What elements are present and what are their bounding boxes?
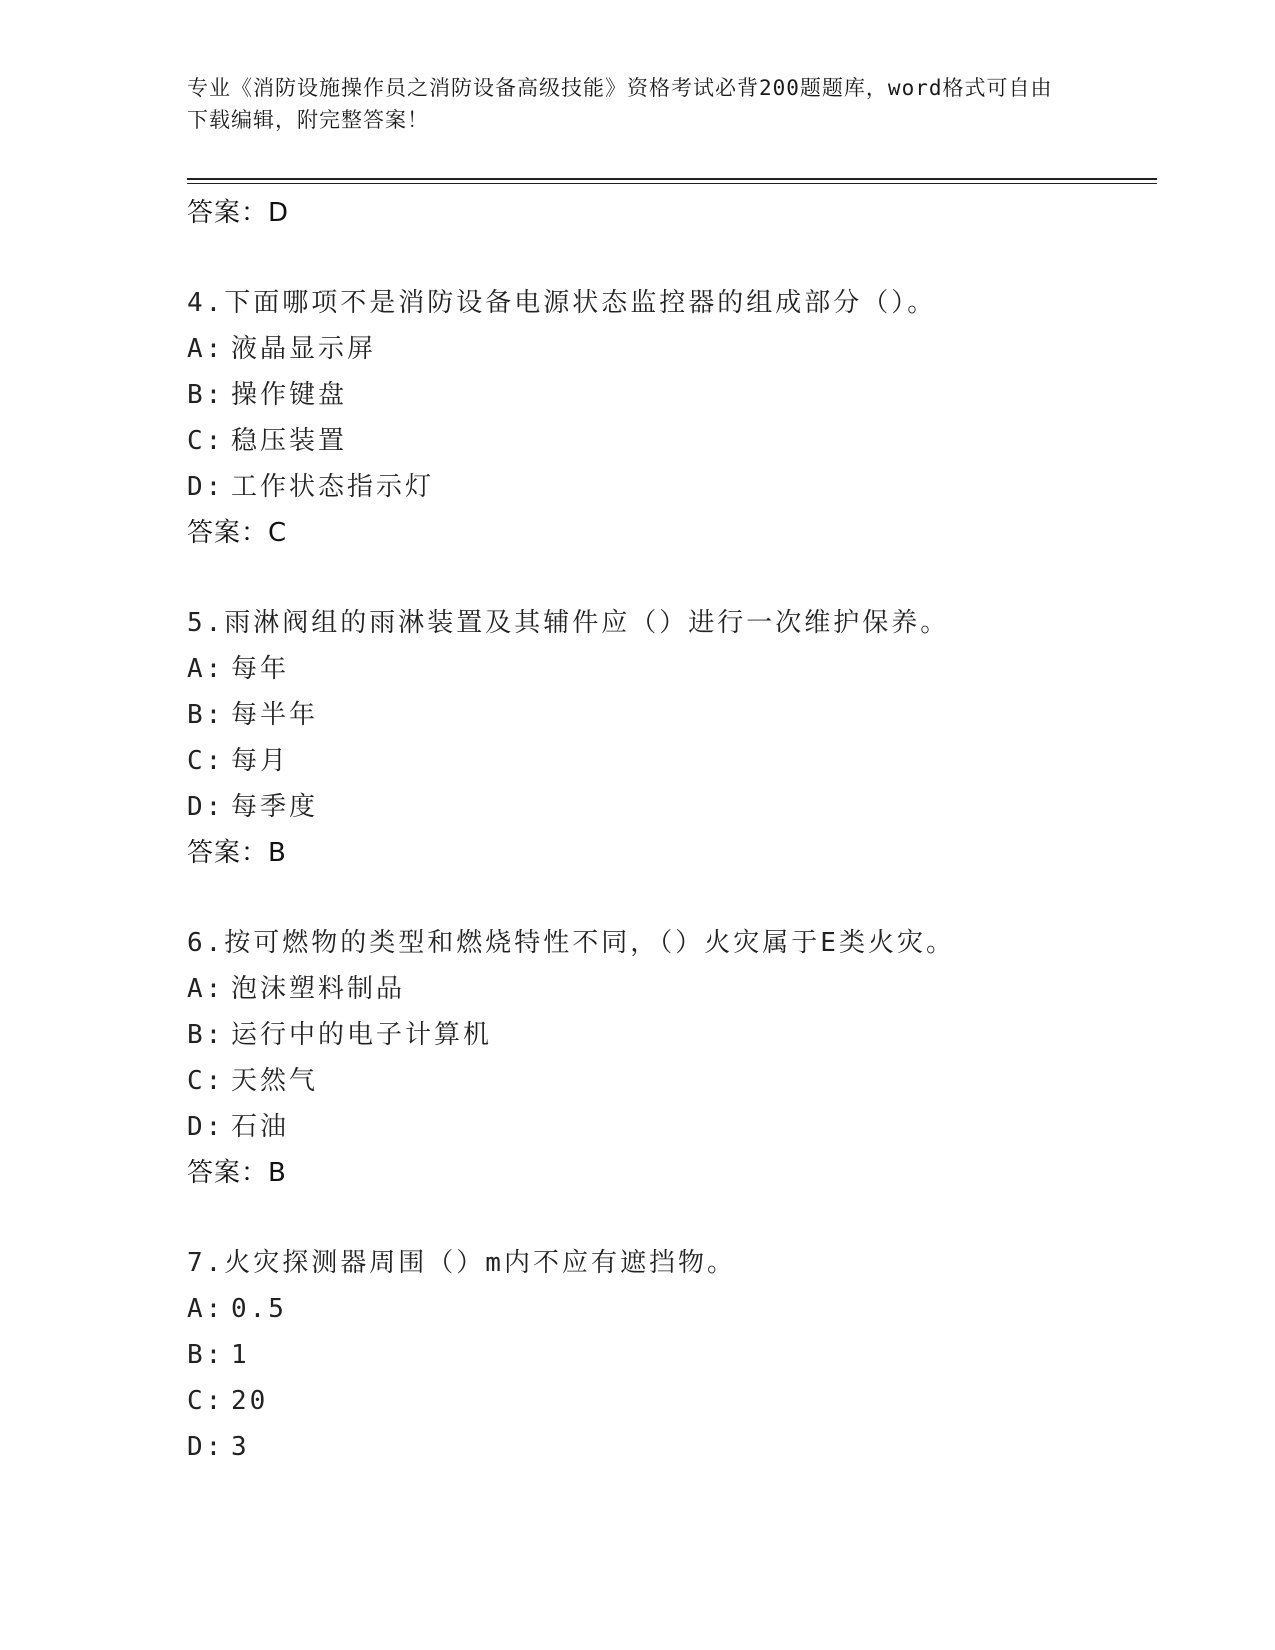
option-text: 3 <box>231 1432 250 1462</box>
question-5 <box>187 600 1147 876</box>
question-stem: 6.按可燃物的类型和燃烧特性不同，（）火灾属于E类火灾。 <box>187 928 955 958</box>
option-key: A: <box>187 334 225 364</box>
option-text: 每月 <box>231 746 290 776</box>
option-key: A: <box>187 654 225 684</box>
option-text: 运行中的电子计算机 <box>231 1020 493 1050</box>
question-7 <box>187 1240 1147 1470</box>
option-text: 液晶显示屏 <box>231 334 377 364</box>
option-text: 石油 <box>231 1112 290 1142</box>
option-text: 20 <box>231 1386 269 1416</box>
option-text: 泡沫塑料制品 <box>231 974 406 1004</box>
question-stem: 4.下面哪项不是消防设备电源状态监控器的组成部分（）。 <box>187 288 937 318</box>
question-stem: 5.雨淋阀组的雨淋装置及其辅件应（）进行一次维护保养。 <box>187 608 950 638</box>
option-key: D: <box>187 1432 225 1462</box>
previous-answer: 答案：D <box>187 198 290 228</box>
option-key: A: <box>187 974 225 1004</box>
option-key: A: <box>187 1294 225 1324</box>
option-text: 操作键盘 <box>231 380 348 410</box>
option-c <box>187 1378 1147 1424</box>
option-text: 工作状态指示灯 <box>231 472 435 502</box>
question-6 <box>187 920 1147 1196</box>
option-b <box>187 1332 1147 1378</box>
option-text: 天然气 <box>231 1066 319 1096</box>
option-text: 每季度 <box>231 792 319 822</box>
option-key: D: <box>187 792 225 822</box>
option-c <box>187 738 1147 784</box>
page-header: 专业《消防设施操作员之消防设备高级技能》资格考试必背200题题库，word格式可自由下载编辑，附完整答案！ <box>187 76 1053 132</box>
option-key: B: <box>187 1020 225 1050</box>
option-text: 每年 <box>231 654 290 684</box>
option-d <box>187 784 1147 830</box>
document-content <box>187 190 1147 1470</box>
option-key: D: <box>187 472 225 502</box>
option-text: 稳压装置 <box>231 426 348 456</box>
question-stem: 7.火灾探测器周围（）m内不应有遮挡物。 <box>187 1248 736 1278</box>
option-key: C: <box>187 1066 225 1096</box>
option-key: C: <box>187 426 225 456</box>
header-rule-thick <box>187 178 1157 180</box>
option-key: B: <box>187 380 225 410</box>
option-key: C: <box>187 1386 225 1416</box>
option-text: 0.5 <box>231 1294 287 1324</box>
question-4 <box>187 280 1147 556</box>
answer: 答案：B <box>187 838 287 868</box>
option-d <box>187 1424 1147 1470</box>
header-rule-thin <box>187 183 1157 184</box>
option-text: 每半年 <box>231 700 319 730</box>
option-a <box>187 966 1147 1012</box>
answer: 答案：B <box>187 1158 287 1188</box>
option-key: B: <box>187 700 225 730</box>
option-d <box>187 1104 1147 1150</box>
option-key: C: <box>187 746 225 776</box>
option-b <box>187 372 1147 418</box>
option-b <box>187 1012 1147 1058</box>
option-a <box>187 326 1147 372</box>
option-d <box>187 464 1147 510</box>
option-key: B: <box>187 1340 225 1370</box>
option-b <box>187 692 1147 738</box>
option-c <box>187 418 1147 464</box>
answer: 答案：C <box>187 518 288 548</box>
option-a <box>187 646 1147 692</box>
option-c <box>187 1058 1147 1104</box>
option-key: D: <box>187 1112 225 1142</box>
option-text: 1 <box>231 1340 250 1370</box>
option-a <box>187 1286 1147 1332</box>
